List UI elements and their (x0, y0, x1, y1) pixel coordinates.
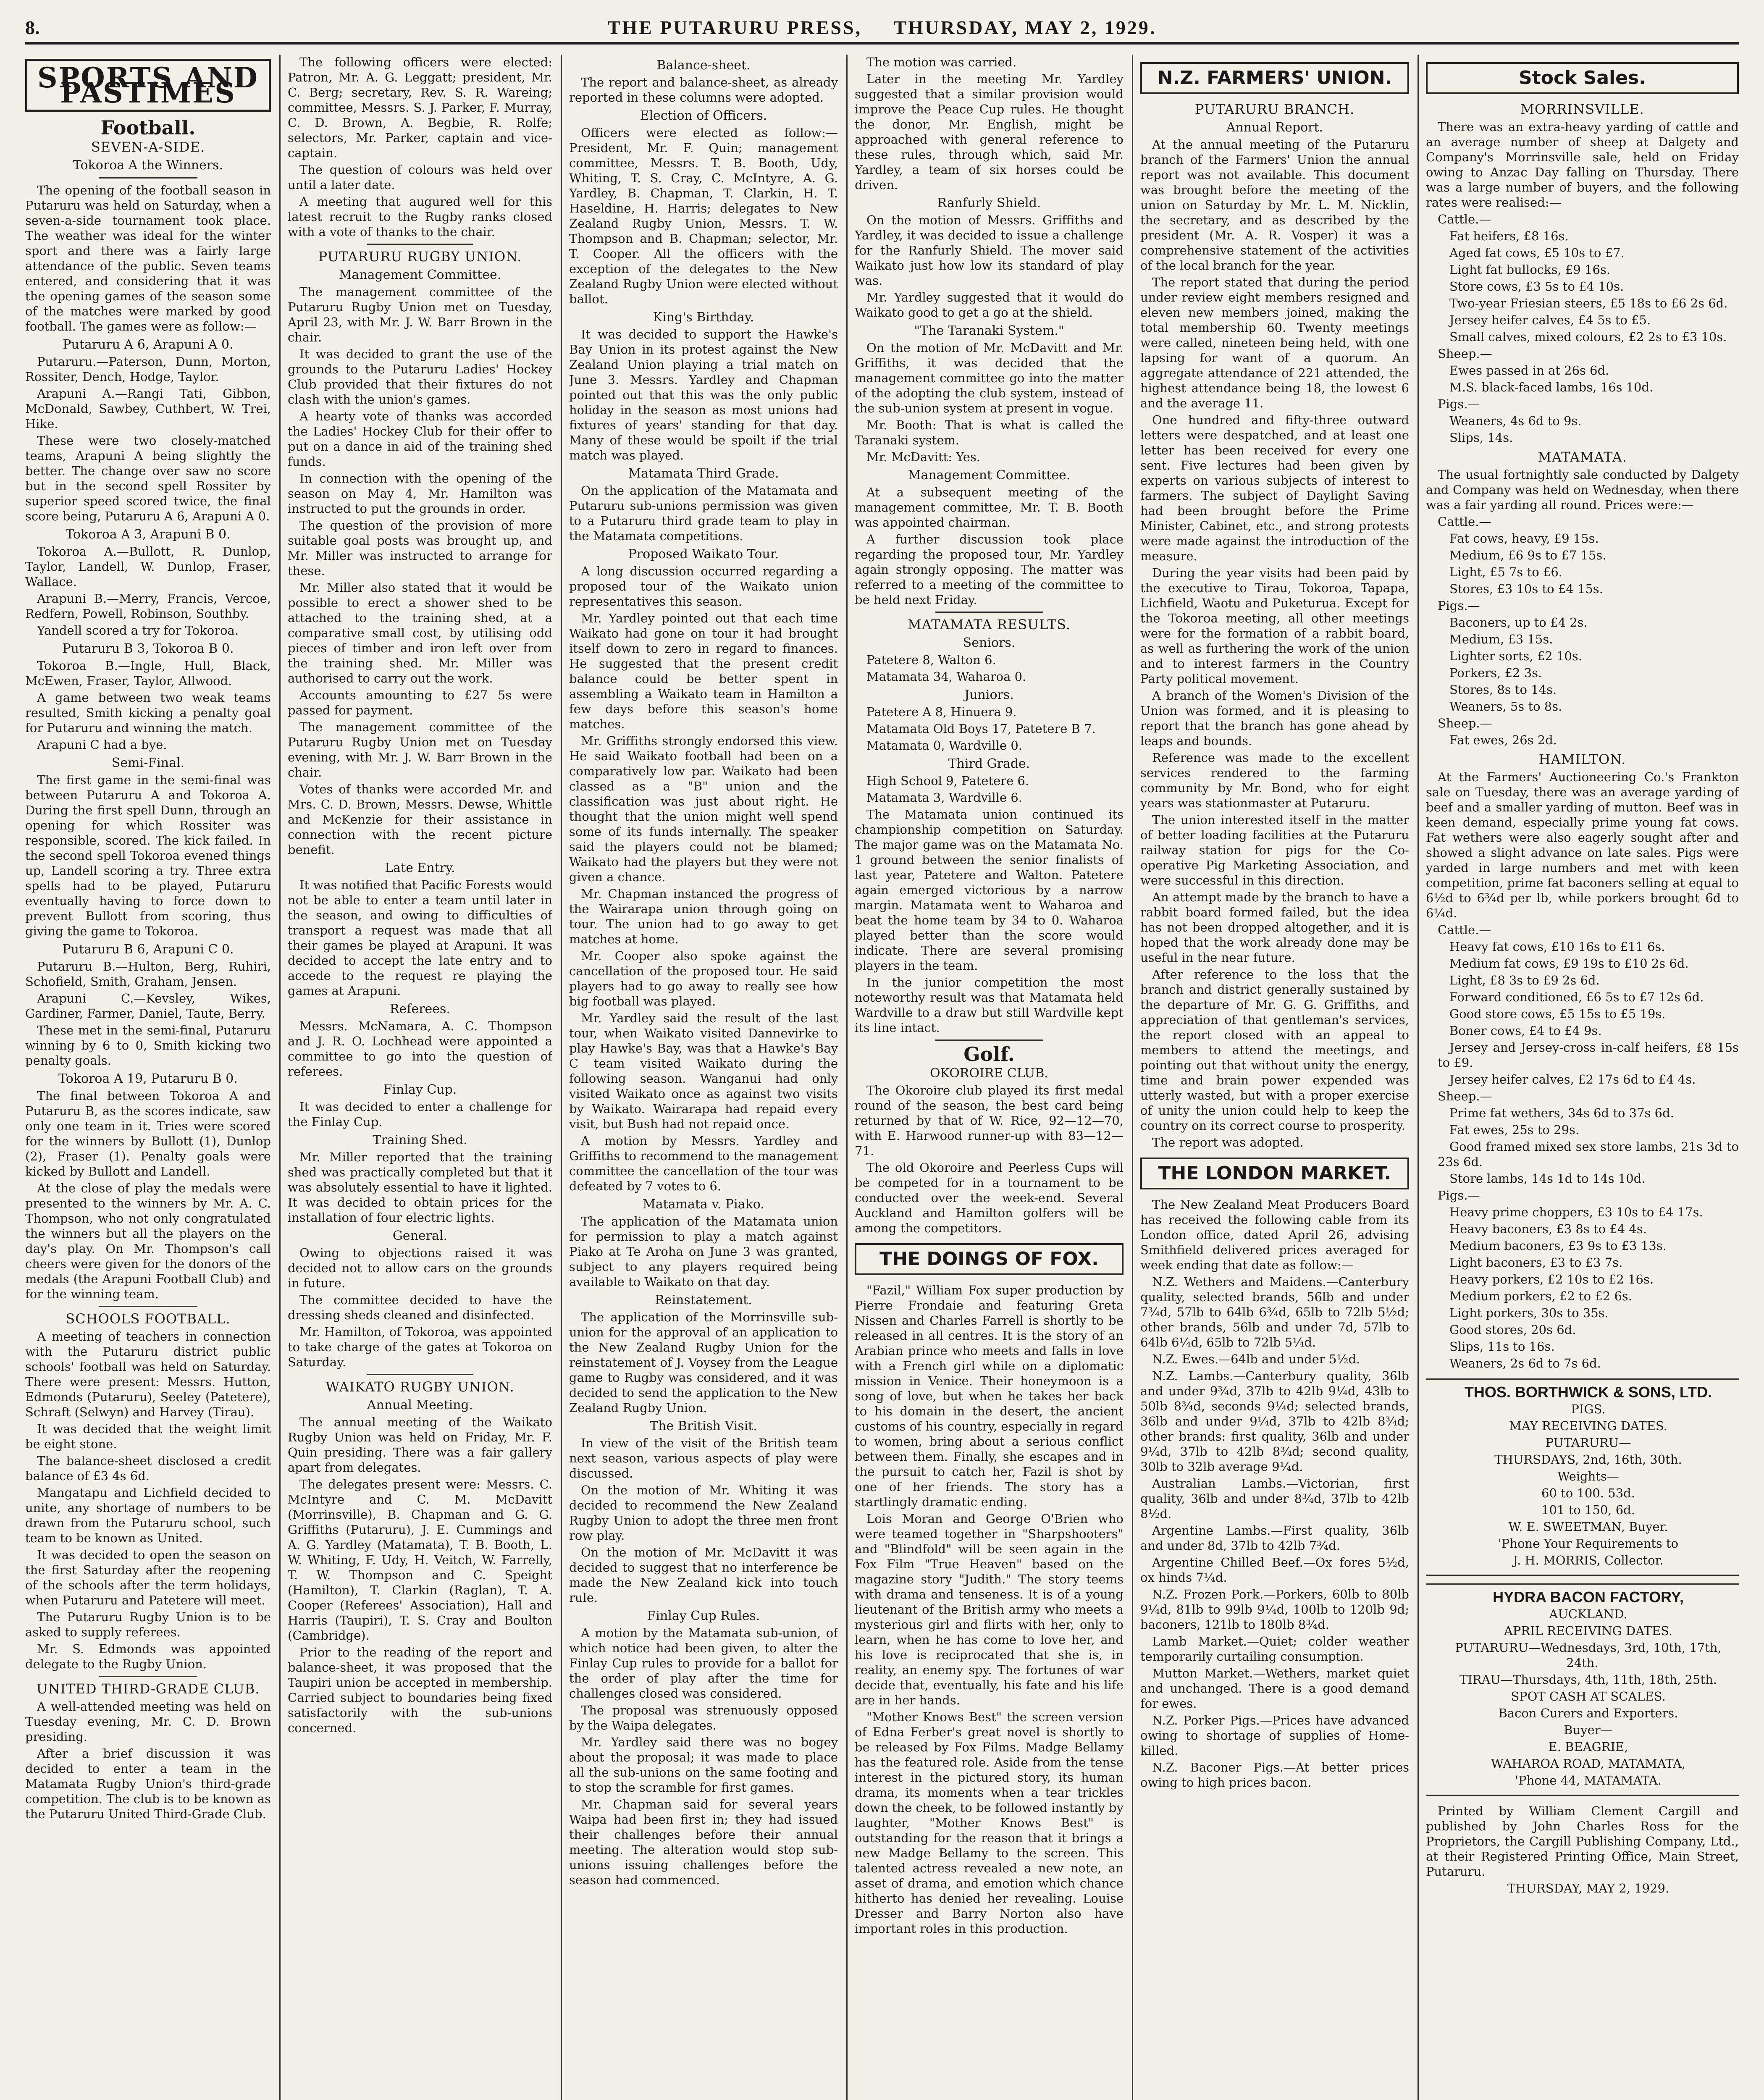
price-line: Jersey heifer calves, £2 17s 6d to £4 4s. (1449, 1072, 1696, 1087)
paragraph: A meeting of teachers in connection with the Putaruru district public schools' football was held on Saturday. There were present: Messrs. Hutton, Edmonds (Putaruru), Seeley (Patetere), Schraft (Selwyn) and Harvey (Tirau). (25, 1329, 271, 1419)
score-line: Tokoroa A 19, Putaruru B 0. (58, 1071, 238, 1086)
paragraph: The following officers were elected: Patron, Mr. A. G. Leggatt; president, Mr. C. Berg; secretary, Rev. S. R. Wareing; committee, Messrs. S. J. Parker, F. Murray, C. D. Brown, A. Begbie, R. Rolfe; selectors, Mr. Parker, captain and vice-captain. (288, 55, 552, 160)
paragraph: It was decided to open the season on the first Saturday after the reopening of the schools after the term holidays, when Putaruru and Patetere will meet. (25, 1548, 271, 1607)
result-line: Patetere 8, Walton 6. (866, 653, 996, 667)
price-line: Aged fat cows, £5 10s to £7. (1449, 246, 1625, 260)
paragraph: The Okoroire club played its first medal round of the season, the best card being returned by that of W. Rice, 92—12—70, with E. Harwood runner-up with 83—12—71. (855, 1083, 1124, 1158)
paragraph: A motion by Messrs. Yardley and Griffiths to recommend to the management committee the cancellation of the tour was defeated by 7 votes to 6. (569, 1134, 838, 1193)
paragraph: Mr. Booth: That is what is called the Taranaki system. (855, 418, 1124, 447)
price-line: Baconers, up to £4 2s. (1449, 615, 1588, 630)
paragraph: The application of the Morrinsville sub-union for the approval of an application to the New Zealand Rugby Union for the reinstatement of J. Voysey from the League game to Rugby was considered, and it was decided to send the application to the New Zealand Rugby Union. (569, 1310, 838, 1415)
paragraph: Tokoroa B.—Ingle, Hull, Black, McEwen, Fraser, Taylor, Allwood. (25, 659, 271, 688)
price-line: Porkers, £2 3s. (1449, 666, 1542, 680)
paragraph: The management committee of the Putaruru Rugby Union met on Tuesday, April 23, with Mr. J. W. Barr Brown in the chair. (288, 285, 552, 344)
paragraph: A well-attended meeting was held on Tuesday evening, Mr. C. D. Brown presiding. (25, 1699, 271, 1744)
paragraph: Mutton Market.—Wethers, market quiet and unchanged. There is a good demand for ewes. (1140, 1666, 1409, 1711)
paragraph: Mr. Miller also stated that it would be possible to erect a shower shed to be attached to the training shed, at a comparative small cost, by utilising odd pieces of timber and iron left over from the training shed. Mr. Miller was authorised to carry out the work. (288, 580, 552, 685)
result-line: Matamata 3, Wardville 6. (866, 790, 1023, 805)
price-line: Medium baconers, £3 9s to £3 13s. (1449, 1239, 1667, 1253)
paragraph: Mr. Chapman said for several years Waipa had been first in; they had issued their challenges before their annual meeting. The alteration would stop sub-unions issuing challenges before the season had commenced. (569, 1797, 838, 1887)
paragraph: On the motion of Mr. Whiting it was decided to recommend the New Zealand Rugby Union to adopt the three men front row play. (569, 1483, 838, 1543)
section-heading: MATAMATA. (1538, 449, 1627, 465)
paragraph: After a brief discussion it was decided to enter a team in the Matamata Rugby Union's third-grade competition. The club is to be known as the Putaruru United Third-Grade Club. (25, 1746, 271, 1821)
section-subheading: Juniors. (964, 688, 1014, 702)
paragraph: On the motion of Mr. McDavitt it was decided to suggest that no interference be made the New Zealand kick into touch rule. (569, 1545, 838, 1605)
section-subheading: Late Entry. (385, 861, 455, 875)
paragraph: These met in the semi-final, Putaruru winning by 6 to 0, Smith kicking two penalty goals. (25, 1023, 271, 1068)
paragraph: In the junior competition the most noteworthy result was that Matamata held Wardville to a draw but still Wardville kept its line intact. (855, 975, 1124, 1035)
paragraph: These were two closely-matched teams, Arapuni A being slightly the better. The change over saw no score but in the second spell Rossiter by superior speed scored twice, the final score being, Putaruru A 6, Arapuni A 0. (25, 433, 271, 523)
paragraph: Mr. Yardley said there was no bogey about the proposal; it was made to place all the sub-unions on the same footing and to stop the scramble for first games. (569, 1735, 838, 1795)
paragraph: "Fazil," William Fox super production by Pierre Frondaie and featuring Greta Nissen and Charles Farrell is shortly to be released in all centres. It is the story of an Arabian prince who meets and falls in love with a French girl while on a diplomatic mission in Venice. Their honeymoon is a song of love, but when he takes her back to his domain in the desert, the ancient customs of his country, especially in regard to women, bring about a serious conflict between them. Finally, she escapes and in the pursuit to catch her, Fazil is shot by one of her friends. The story has a startlingly dramatic ending. (855, 1283, 1124, 1509)
column-rule (279, 55, 281, 2100)
paragraph: Votes of thanks were accorded Mr. and Mrs. C. D. Brown, Messrs. Dewse, Whittle and McKenzie for their assistance in connection with the recent picture benefit. (288, 782, 552, 857)
paragraph: Argentine Chilled Beef.—Ox fores 5½d, ox hinds 7¼d. (1140, 1555, 1409, 1585)
price-line: Good stores, 20s 6d. (1449, 1323, 1576, 1337)
paragraph: Mr. Griffiths strongly endorsed this view. He said Waikato football had been on a comparatively low par. Waikato had been classed as a "B" union and the classification was just about right. He thought that the union might well spend some of its funds internally. The speaker said the players could not be blamed; Waikato had the players but they were not given a chance. (569, 734, 838, 884)
paragraph: The Putaruru Rugby Union is to be asked to supply referees. (25, 1610, 271, 1639)
paragraph: The union interested itself in the matter of better loading facilities at the Putaruru railway station for pigs for the Co-operative Pig Marketing Association, and were successful in this direction. (1140, 813, 1409, 887)
advert-line: AUCKLAND. (1549, 1607, 1628, 1621)
section-subheading: Election of Officers. (640, 108, 767, 123)
price-line: Lighter sorts, £2 10s. (1449, 649, 1582, 663)
section-subheading: The British Visit. (650, 1419, 757, 1433)
section-heading: MORRINSVILLE. (1520, 101, 1644, 117)
section-subheading: Annual Meeting. (367, 1398, 473, 1412)
paragraph: Arapuni B.—Merry, Francis, Vercoe, Redfern, Powell, Robinson, Southby. (25, 591, 271, 621)
section-subheading: Reinstatement. (655, 1293, 752, 1307)
price-line: Two-year Friesian steers, £5 18s to £6 2s 6d. (1449, 296, 1728, 310)
paragraph: The management committee of the Putaruru Rugby Union met on Tuesday evening, with Mr. J. W. Barr Brown in the chair. (288, 720, 552, 780)
advert-line: W. E. SWEETMAN, Buyer. (1508, 1520, 1668, 1534)
price-line: Fat heifers, £8 16s. (1449, 229, 1569, 243)
price-line: Medium porkers, £2 to £2 6s. (1449, 1289, 1633, 1303)
section-subheading: Referees. (390, 1002, 450, 1016)
paragraph: Lamb Market.—Quiet; colder weather temporarily curtailing consumption. (1140, 1634, 1409, 1664)
section-subheading: Proposed Waikato Tour. (628, 547, 779, 562)
paragraph: Owing to objections raised it was decided not to allow cars on the grounds in future. (288, 1246, 552, 1290)
paragraph: "Mother Knows Best" the screen version of Edna Ferber's great novel is shortly to be released by Fox Films. Madge Bellamy has the featured role. Aside from the tense interest in the pictured story, its human drama, its moments when a tear trickles down the cheek, to be followed instantly by laughter, "Mother Knows Best" is outstanding for the reason that it brings a new Madge Bellamy to the screen. This talented actress revealed a new note, an asset of drama, and emotion which chance hitherto has denied her revealing. Louise Dresser and Barry Norton also have important roles in this production. (855, 1710, 1124, 1936)
paragraph: The motion was carried. (866, 55, 1017, 69)
score-line: Putaruru A 6, Arapuni A 0. (63, 337, 234, 352)
paragraph: An attempt made by the branch to have a rabbit board formed failed, but the idea has not been dropped altogether, and it is hoped that the work already done may be useful in the near future. (1140, 890, 1409, 965)
price-line: Jersey heifer calves, £4 5s to £5. (1449, 313, 1651, 327)
paragraph: N.Z. Lambs.—Canterbury quality, 36lb and under 9¾d, 37lb to 42lb 9¼d, 43lb to 50lb 8¾d, seconds 9¼d; selected brands, 36lb and under 9¼d, 37lb to 42lb 8¾d; other brands: first quality, 36lb and under 9¼d, 37lb to 42lb 8¾d; second quality, 30lb to 32lb average 9¼d. (1140, 1369, 1409, 1474)
paragraph: It was notified that Pacific Forests would not be able to enter a team until later in the season, and owing to difficulties of transport a request was made that all their games be played at Arapuni. It was decided to accept the late entry and to accede to the request re playing the games at Arapuni. (288, 878, 552, 998)
paragraph: A game between two weak teams resulted, Smith kicking a penalty goal for Putaruru and winning the match. (25, 690, 271, 735)
paragraph: Later in the meeting Mr. Yardley suggested that a similar provision would improve the Peace Cup rules. He thought the donor, Mr. English, might be approached with general reference to these rules, through which, said Mr. Yardley, a team of six horses could be driven. (855, 72, 1124, 192)
result-line: Patetere A 8, Hinuera 9. (866, 705, 1017, 719)
paragraph: It was decided that the weight limit be eight stone. (25, 1422, 271, 1451)
paragraph: Argentine Lambs.—First quality, 36lb and under 8d, 37lb to 42lb 7¾d. (1140, 1523, 1409, 1553)
paragraph: It was decided to enter a challenge for the Finlay Cup. (288, 1100, 552, 1129)
section-subheading: King's Birthday. (653, 310, 754, 325)
section-subheading: Annual Report. (1226, 120, 1323, 135)
paragraph: Putaruru B.—Hulton, Berg, Ruhiri, Schofield, Smith, Graham, Jensen. (25, 959, 271, 989)
paragraph: A meeting that augured well for this latest recruit to the Rugby ranks closed with a vote of thanks to the chair. (288, 194, 552, 239)
category-label: Sheep.— (1438, 1089, 1492, 1103)
advert-line: E. BEAGRIE, (1548, 1740, 1628, 1754)
advert-line: TIRAU—Thursdays, 4th, 11th, 18th, 25th. (1459, 1672, 1717, 1687)
advert-line: J. H. MORRIS, Collector. (1513, 1553, 1664, 1567)
price-line: Slips, 11s to 16s. (1449, 1339, 1555, 1354)
section-heading: PUTARURU BRANCH. (1194, 101, 1355, 117)
printer-imprint: Printed by William Clement Cargill and published by John Charles Ross for the Proprietors, the Cargill Publishing Company, Ltd., at their Registered Printing Office, Main Street, Putaruru. (1426, 1804, 1739, 1879)
section-subheading: Balance-sheet. (656, 58, 751, 73)
price-line: Stores, £3 10s to £4 15s. (1449, 582, 1603, 596)
result-line: Matamata Old Boys 17, Patetere B 7. (866, 722, 1096, 736)
price-line: Weaners, 4s 6d to 9s. (1449, 414, 1582, 428)
result-line: Matamata 34, Waharoa 0. (866, 669, 1026, 684)
price-line: Weaners, 2s 6d to 7s 6d. (1449, 1356, 1601, 1370)
price-line: Medium, £3 15s. (1449, 632, 1553, 646)
paragraph: The first game in the semi-final was between Putaruru A and Tokoroa A. During the first spell Dunn, through an opening for which Rossiter was responsible, scored. The kick failed. In the second spell Tokoroa evened things up, Landell scoring a try. Three extra spells had to be played, Putaruru eventually having to force down to prevent Bullott from scoring, thus giving the game to Tokoroa. (25, 773, 271, 938)
paragraph: The report was adopted. (1152, 1135, 1304, 1150)
column-1 (25, 55, 271, 2100)
price-line: Fat cows, heavy, £9 15s. (1449, 531, 1599, 546)
paragraph: Mr. S. Edmonds was appointed delegate to the Rugby Union. (25, 1642, 271, 1671)
paragraph: A long discussion occurred regarding a proposed tour of the Waikato union representatives this season. (569, 564, 838, 609)
paragraph: After reference to the loss that the branch and district generally sustained by the departure of Mr. G. G. Griffiths, and appreciation of that gentleman's services, the report closed with an appeal to members to attend the meetings, and pointing out that without unity the energy, time and brain power expended was utterly wasted, but with a proper exercise of unity the union could help to keep the country on its correct course to prosperity. (1140, 967, 1409, 1133)
advert-line: SPOT CASH AT SCALES. (1511, 1689, 1666, 1704)
advert-line: WAHAROA ROAD, MATAMATA, (1491, 1756, 1686, 1771)
category-label: Pigs.— (1438, 598, 1480, 613)
category-label: Cattle.— (1438, 212, 1491, 226)
price-line: Forward conditioned, £6 5s to £7 12s 6d. (1449, 990, 1704, 1004)
price-line: Light, £8 3s to £9 2s 6d. (1449, 973, 1600, 987)
paragraph: On the motion of Mr. McDavitt and Mr. Griffiths, it was decided that the management committee go into the matter of the adopting the club system, instead of the sub-union system at present in vogue. (855, 341, 1124, 415)
paragraph: Mr. Yardley pointed out that each time Waikato had gone on tour it had brought itself down to zero in regard to finances. He suggested that the present credit balance could be better spent in assembling a Waikato team in Hamilton a few days before this season's home matches. (569, 611, 838, 731)
paragraph: Messrs. McNamara, A. C. Thompson and J. R. O. Lochhead were appointed a committee to go into the question of referees. (288, 1019, 552, 1079)
london-market-banner: THE LONDON MARKET. (1140, 1158, 1409, 1189)
paragraph: During the year visits had been paid by the executive to Tirau, Tokoroa, Tapapa, Lichfield, Waotu and Puketurua. Except for the Tokoroa meeting, all other meetings were for the formation of a rabbit board, as well as furthering the work of the union and to interest farmers in the Country Party political movement. (1140, 566, 1409, 686)
advert-line: APRIL RECEIVING DATES. (1504, 1624, 1673, 1638)
price-line: Heavy baconers, £3 8s to £4 4s. (1449, 1222, 1647, 1236)
section-heading: UNITED THIRD-GRADE CLUB. (36, 1681, 260, 1697)
paragraph: A further discussion took place regarding the proposed tour, Mr. Yardley again strongly opposing. The matter was referred to a meeting of the committee to be held next Friday. (855, 532, 1124, 607)
advert-title: HYDRA BACON FACTORY, (1493, 1588, 1684, 1606)
paragraph: At the close of play the medals were presented to the winners by Mr. A. C. Thompson, who not only congratulated the winners but all the players on the day's play. On Mr. Thompson's call cheers were given for the donors of the medals (the Arapuni Football Club) and for the winning team. (25, 1181, 271, 1301)
paragraph: Mr. Yardley suggested that it would do Waikato good to get a go at the shield. (855, 290, 1124, 320)
paragraph: Accounts amounting to £27 5s were passed for payment. (288, 688, 552, 717)
section-heading: MATAMATA RESULTS. (907, 617, 1071, 633)
category-label: Pigs.— (1438, 1188, 1480, 1202)
fox-banner: THE DOINGS OF FOX. (855, 1243, 1124, 1275)
paragraph: N.Z. Frozen Pork.—Porkers, 60lb to 80lb 9¼d, 81lb to 99lb 9¼d, 100lb to 120lb 9d; baconers, 121lb to 180lb 8¾d. (1140, 1587, 1409, 1632)
paragraph: The application of the Matamata union for permission to play a match against Piako at Te Aroha on June 3 was granted, subject to any players required being available to Waikato on that day. (569, 1214, 838, 1289)
advert-line: PUTARURU—Wednesdays, 3rd, 10th, 17th, 24th. (1455, 1641, 1722, 1670)
price-line: Prime fat wethers, 34s 6d to 37s 6d. (1449, 1106, 1674, 1120)
price-line: Stores, 8s to 14s. (1449, 682, 1557, 697)
paragraph: Tokoroa A.—Bullott, R. Dunlop, Taylor, Landell, W. Dunlop, Fraser, Wallace. (25, 544, 271, 589)
price-line: Jersey and Jersey-cross in-calf heifers, £8 15s to £9. (1438, 1040, 1739, 1070)
issue-date: THURSDAY, MAY 2, 1929. (893, 16, 1157, 38)
section-heading: HAMILTON. (1538, 751, 1626, 767)
category-label: Pigs.— (1438, 397, 1480, 411)
paragraph: The old Okoroire and Peerless Cups will be competed for in a tournament to be conducted over the week-end. Several Auckland and Hamilton golfers will be among the competitors. (855, 1160, 1124, 1235)
paragraph: Officers were elected as follow:— President, Mr. F. Quin; management committee, Messrs. T. B. Booth, Udy, Whiting, T. S. Cray, C. McIntyre, A. G. Yardley, B. Chapman, T. Clarkin, H. T. Haseldine, H. Harris; delegates to New Zealand Rugby Union, Messrs. T. W. Thompson and B. Chapman; selector, Mr. T. Cooper. All the officers with the exception of the delegates to the New Zealand Rugby Union were elected without ballot. (569, 126, 838, 306)
paragraph: The delegates present were: Messrs. C. McIntyre and C. M. McDavitt (Morrinsville), B. Chapman and G. G. Griffiths (Putaruru), J. E. Cummings and A. G. Yardley (Matamata), T. B. Booth, L. W. Whiting, F. Udy, H. Veitch, W. Farrelly, T. W. Thompson and C. Speight (Hamilton), T. Clarkin (Raglan), T. A. Cooper (Referees' Association), Hall and Harris (Taupiri), T. S. Cray and Boulton (Cambridge). (288, 1477, 552, 1643)
price-line: Ewes passed in at 26s 6d. (1449, 363, 1609, 378)
advert-line: Weights— (1557, 1469, 1619, 1483)
paragraph: Mr. Yardley said the result of the last tour, when Waikato visited Dannevirke to play Hawke's Bay, was that a Hawke's Bay C team visited Waikato during the following season. Wanganui had only visited Waikato once as against two visits by Waikato. Wairarapa had repaid every visit, but Bush had not repaid once. (569, 1011, 838, 1131)
paragraph: The committee decided to have the dressing sheds cleaned and disinfected. (288, 1293, 552, 1322)
paragraph: At a subsequent meeting of the management committee, Mr. T. B. Booth was appointed chairman. (855, 485, 1124, 530)
advert-line: 101 to 150, 6d. (1541, 1503, 1635, 1517)
paragraph: The usual fortnightly sale conducted by Dalgety and Company was held on Wednesday, when there was a fair yarding all round. Prices were:— (1426, 467, 1739, 512)
paragraph: Arapuni A.—Rangi Tati, Gibbon, McDonald, Sawbey, Cuthbert, W. Trei, Hike. (25, 386, 271, 431)
advert-line: MAY RECEIVING DATES. (1509, 1419, 1667, 1433)
hydra-bacon-advert (1426, 1583, 1739, 1796)
price-line: Good framed mixed sex store lambs, 21s 3d to 23s 6d. (1438, 1139, 1739, 1169)
page-number: 8. (25, 16, 40, 38)
price-line: Light, £5 7s to £6. (1449, 565, 1562, 579)
advert-line: 'Phone Your Requirements to (1498, 1536, 1679, 1551)
paragraph: The report stated that during the period under review eight members resigned and eleven new members joined, making the total membership 60. Twenty meetings were called, nineteen being held, with one lapsing for want of a quorum. An aggregate attendance of 221 attended, the highest attendance being 18, the lowest 6 and the average 11. (1140, 275, 1409, 410)
score-line: Putaruru B 3, Tokoroa B 0. (62, 641, 234, 656)
borthwick-advert (1426, 1378, 1739, 1576)
paragraph: Putaruru.—Paterson, Dunn, Morton, Rossiter, Dench, Hodge, Taylor. (25, 354, 271, 384)
paragraph: The balance-sheet disclosed a credit balance of £3 4s 6d. (25, 1454, 271, 1483)
section-subheading: SEVEN-A-SIDE. (91, 139, 205, 155)
paragraph: Mr. McDavitt: Yes. (866, 450, 981, 464)
paragraph: N.Z. Wethers and Maidens.—Canterbury quality, selected brands, 56lb and under 7¾d, 57lb to 64lb 6¾d, 65lb to 72lb 5½d; other brands, 56lb and under 7d, 57lb to 64lb 6¼d, 65lb to 72lb 5¼d. (1140, 1275, 1409, 1349)
column-6 (1426, 55, 1739, 2100)
price-line: Fat ewes, 25s to 29s. (1449, 1123, 1580, 1137)
price-line: Light porkers, 30s to 35s. (1449, 1306, 1609, 1320)
advert-line: PIGS. (1571, 1402, 1606, 1416)
price-line: Heavy prime choppers, £3 10s to £4 17s. (1449, 1205, 1703, 1219)
paragraph: There was an extra-heavy yarding of cattle and an average number of sheep at Dalgety and Company's Morrinsville sale, held on Friday owing to Anzac Day falling on Thursday. There was a large number of buyers, and the following rates were realised:— (1426, 120, 1739, 210)
advert-line: Bacon Curers and Exporters. (1498, 1706, 1678, 1720)
section-subheading: Training Shed. (373, 1133, 467, 1147)
price-line: Fat ewes, 26s 2d. (1449, 733, 1557, 747)
paragraph: Reference was made to the excellent services rendered to the farming community by Mr. Bond, who for eight years was stationmaster at Putaruru. (1140, 751, 1409, 810)
result-line: Matamata 0, Wardville 0. (866, 738, 1023, 753)
paragraph: Lois Moran and George O'Brien who were teamed together in "Sharpshooters" and "Blindfold" will be seen again in the Fox Film "True Heaven" based on the magazine story "Judith." The story teems with drama and tenseness. It is of a young lieutenant of the British army who meets a mysterious girl and flirts with her, only to learn, when he has come to love her, and his love is reciprocated that she is, in reality, an enemy spy. The fortunes of war decide that, eventually, his fate and his life are in her hands. (855, 1512, 1124, 1707)
price-line: Light fat bullocks, £9 16s. (1449, 262, 1611, 277)
price-line: Light baconers, £3 to £3 7s. (1449, 1255, 1623, 1270)
section-subheading: Management Committee. (339, 268, 501, 282)
advert-title: THOS. BORTHWICK & SONS, LTD. (1464, 1383, 1712, 1401)
price-line: Boner cows, £4 to £4 9s. (1449, 1024, 1602, 1038)
advert-line: 'Phone 44, MATAMATA. (1515, 1773, 1662, 1788)
paragraph: Prior to the reading of the report and balance-sheet, it was proposed that the Taupiri union be accepted in membership. Carried subject to boundaries being fixed satisfactorily with the sub-unions concerned. (288, 1645, 552, 1735)
section-subheading: Matamata v. Piako. (643, 1197, 764, 1212)
price-line: Good store cows, £5 15s to £5 19s. (1449, 1007, 1666, 1021)
column-5 (1140, 55, 1409, 2100)
paragraph: Australian Lambs.—Victorian, first quality, 36lb and under 8¾d, 37lb to 42lb 8½d. (1140, 1476, 1409, 1521)
category-label: Sheep.— (1438, 346, 1492, 361)
column-2 (288, 55, 552, 2100)
paragraph: The opening of the football season in Putaruru was held on Saturday, when a seven-a-side tournament took place. The weather was ideal for the winter sport and there was a fairly large attendance of the public. Seven teams entered, and considering that it was the opening games of the season some of the matches were marked by good football. The games were as follow:— (25, 183, 271, 333)
paragraph: N.Z. Porker Pigs.—Prices have advanced owing to shortage of supplies of Home-killed. (1140, 1713, 1409, 1758)
section-subheading: Finlay Cup. (383, 1082, 457, 1097)
paragraph: It was decided to grant the use of the grounds to the Putaruru Ladies' Hockey Club provided that their fixtures do not clash with the union's games. (288, 347, 552, 407)
paragraph: In connection with the opening of the season on May 4, Mr. Hamilton was instructed to put the grounds in order. (288, 471, 552, 516)
section-subheading: Semi-Final. (111, 756, 185, 770)
masthead-title (109, 16, 1655, 39)
farmers-union-banner: N.Z. FARMERS' UNION. (1140, 62, 1409, 94)
advert-line: THURSDAYS, 2nd, 16th, 30th. (1494, 1452, 1682, 1467)
section-heading: Football. (100, 116, 196, 139)
price-line: Weaners, 5s to 8s. (1449, 699, 1562, 714)
column-rule (1132, 55, 1133, 2100)
paragraph: Mangatapu and Lichfield decided to unite, any shortage of numbers to be drawn from the Putaruru school, such team to be known as United. (25, 1486, 271, 1545)
paragraph: A motion by the Matamata sub-union, of which notice had been given, to alter the Finlay Cup rules to provide for a ballot for the order of play after the time for challenges closed was considered. (569, 1626, 838, 1701)
paragraph: N.Z. Baconer Pigs.—At better prices owing to high prices bacon. (1140, 1760, 1409, 1790)
paragraph: On the application of the Matamata and Putaruru sub-unions permission was given to a Putaruru third grade team to play in the Matamata competitions. (569, 483, 838, 543)
column-rule (846, 55, 848, 2100)
section-subheading: OKOROIRE CLUB. (930, 1066, 1048, 1081)
column-rule (561, 55, 562, 2100)
paper-name: THE PUTARURU PRESS, (607, 16, 862, 38)
price-line: Store cows, £3 5s to £4 10s. (1449, 279, 1624, 294)
section-subheading: General. (392, 1228, 448, 1243)
section-subheading: Finlay Cup Rules. (647, 1609, 760, 1623)
paragraph: The report and balance-sheet, as already reported in these columns were adopted. (569, 75, 838, 105)
column-3 (569, 55, 838, 2100)
price-line: Small calves, mixed colours, £2 2s to £3 10s. (1449, 330, 1727, 344)
masthead (25, 13, 1739, 45)
paragraph: N.Z. Ewes.—64lb and under 5½d. (1152, 1352, 1360, 1366)
paragraph: Mr. Miller reported that the training shed was practically completed but that it was absolutely essential to have it lighted. It was decided to obtain prices for the installation of four electric lights. (288, 1150, 552, 1225)
section-subheading: Management Committee. (908, 468, 1071, 483)
section-subheading: Matamata Third Grade. (628, 466, 779, 481)
paragraph: Yandell scored a try for Tokoroa. (37, 623, 239, 638)
paragraph: The proposal was strenuously opposed by the Waipa delegates. (569, 1703, 838, 1732)
section-subheading: "The Taranaki System." (914, 323, 1064, 338)
advert-line: Buyer— (1564, 1723, 1613, 1737)
price-line: M.S. black-faced lambs, 16s 10d. (1449, 380, 1654, 394)
stock-sales-banner: Stock Sales. (1426, 62, 1739, 94)
section-heading: SCHOOLS FOOTBALL. (66, 1311, 231, 1327)
paragraph: At the Farmers' Auctioneering Co.'s Frankton sale on Tuesday, there was an average yarding of beef and a smaller yarding of mutton. Beef was in keen demand, especially prime young fat cows. Fat wethers were also eagerly sought after and showed a slight advance on late sales. Pigs were yarded in large numbers and met with keen competition, prime fat baconers selling at equal to 6½d to 6¾d per lb, while porkers brought 6d to 6¼d. (1426, 770, 1739, 920)
section-subheading: Tokoroa A the Winners. (73, 158, 223, 173)
paragraph: The final between Tokoroa A and Putaruru B, as the scores indicate, saw only one team in it. Tries were scored for the winners by Bullott (1), Dunlop (2), Fraser (1). Penalty goals were kicked by Bullott and Landell. (25, 1089, 271, 1179)
paragraph: The question of colours was held over until a later date. (288, 163, 552, 192)
price-line: Heavy porkers, £2 10s to £2 16s. (1449, 1272, 1654, 1286)
paragraph: In view of the visit of the British team next season, various aspects of play were discussed. (569, 1436, 838, 1480)
paragraph: The question of the provision of more suitable goal posts was brought up, and Mr. Miller was instructed to arrange for these. (288, 518, 552, 578)
section-heading: PUTARURU RUGBY UNION. (318, 249, 522, 265)
price-line: Medium, £6 9s to £7 15s. (1449, 548, 1606, 562)
paragraph: Mr. Hamilton, of Tokoroa, was appointed to take charge of the gates at Tokoroa on Saturday. (288, 1325, 552, 1369)
paragraph: The annual meeting of the Waikato Rugby Union was held on Friday, Mr. F. Quin presiding. There was a fair gallery apart from delegates. (288, 1415, 552, 1475)
paragraph: A hearty vote of thanks was accorded the Ladies' Hockey Club for their offer to put on a dance in aid of the training shed funds. (288, 409, 552, 469)
score-line: Tokoroa A 3, Arapuni B 0. (66, 527, 231, 542)
column-rule (1418, 55, 1419, 2100)
price-line: Slips, 14s. (1449, 430, 1513, 445)
section-subheading: Seniors. (963, 635, 1016, 650)
paragraph: Arapuni C.—Kevsley, Wikes, Gardiner, Farmer, Daniel, Taute, Berry. (25, 991, 271, 1021)
section-subheading: Ranfurly Shield. (937, 196, 1041, 210)
result-line: High School 9, Patetere 6. (866, 774, 1029, 788)
paragraph: Mr. Cooper also spoke against the cancellation of the proposed tour. He said players had to go away to really see how big football was played. (569, 949, 838, 1008)
advert-line: 60 to 100. 53d. (1541, 1486, 1635, 1500)
paragraph: It was decided to support the Hawke's Bay Union in its protest against the New Zealand Union playing a trial match on June 3. Messrs. Yardley and Chapman pointed out that this was the only public holiday in the season as most unions had fixtures of years' standing for that day. Many of these would be spoilt if the trial match was played. (569, 327, 838, 462)
paragraph: The New Zealand Meat Producers Board has received the following cable from its London office, dated April 26, advising Smithfield delivered prices averaged for week ending that date as follow:— (1140, 1197, 1409, 1272)
score-line: Putaruru B 6, Arapuni C 0. (62, 942, 234, 957)
category-label: Cattle.— (1438, 923, 1491, 937)
category-label: Sheep.— (1438, 716, 1492, 730)
advert-line: PUTARURU— (1545, 1436, 1631, 1450)
paragraph: Arapuni C had a bye. (37, 738, 167, 752)
paragraph: One hundred and fifty-three outward letters were despatched, and at least one letter has been received for every one sent. Five lectures had been given by experts on various subjects of interest to farmers. The subject of Daylight Saving had been brought before the Prime Minister, Cabinet, etc., and strong protests were made against the introduction of the measure. (1140, 413, 1409, 563)
sports-banner: SPORTS AND PASTIMES (25, 59, 271, 112)
section-heading: Golf. (963, 1043, 1015, 1066)
section-subheading: Third Grade. (948, 756, 1030, 771)
imprint-date: THURSDAY, MAY 2, 1929. (1507, 1881, 1670, 1895)
paragraph: On the motion of Messrs. Griffiths and Yardley, it was decided to issue a challenge for the Ranfurly Shield. The mover said Waikato just how low its standard of play was. (855, 213, 1124, 288)
category-label: Cattle.— (1438, 514, 1491, 529)
column-4 (855, 55, 1124, 2100)
paragraph: The Matamata union continued its championship competition on Saturday. The major game was on the Matamata No. 1 ground between the senior finalists of last year, Patetere and Walton. Patetere again emerged victorious by a narrow margin. Matamata went to Waharoa and beat the home team by 34 to 0. Waharoa played better than the score would indicate. There are several promising players in the team. (855, 807, 1124, 973)
paragraph: Mr. Chapman instanced the progress of the Wairarapa union through going on tour. The union had to go away to get matches at home. (569, 887, 838, 946)
price-line: Medium fat cows, £9 19s to £10 2s 6d. (1449, 956, 1689, 971)
price-line: Heavy fat cows, £10 16s to £11 6s. (1449, 940, 1665, 954)
paragraph: At the annual meeting of the Putaruru branch of the Farmers' Union the annual report was not available. This document was brought before the meeting of the union on Saturday by Mr. L. M. Nicklin, the secretary, and as described by the president (Mr. A. R. Vosper) it was a comprehensive statement of the activities of the local branch for the year. (1140, 137, 1409, 273)
price-line: Store lambs, 14s 1d to 14s 10d. (1449, 1171, 1646, 1186)
paragraph: A branch of the Women's Division of the Union was formed, and it is pleasing to report that the branch has gone ahead by leaps and bounds. (1140, 688, 1409, 748)
section-heading: WAIKATO RUGBY UNION. (326, 1379, 514, 1395)
